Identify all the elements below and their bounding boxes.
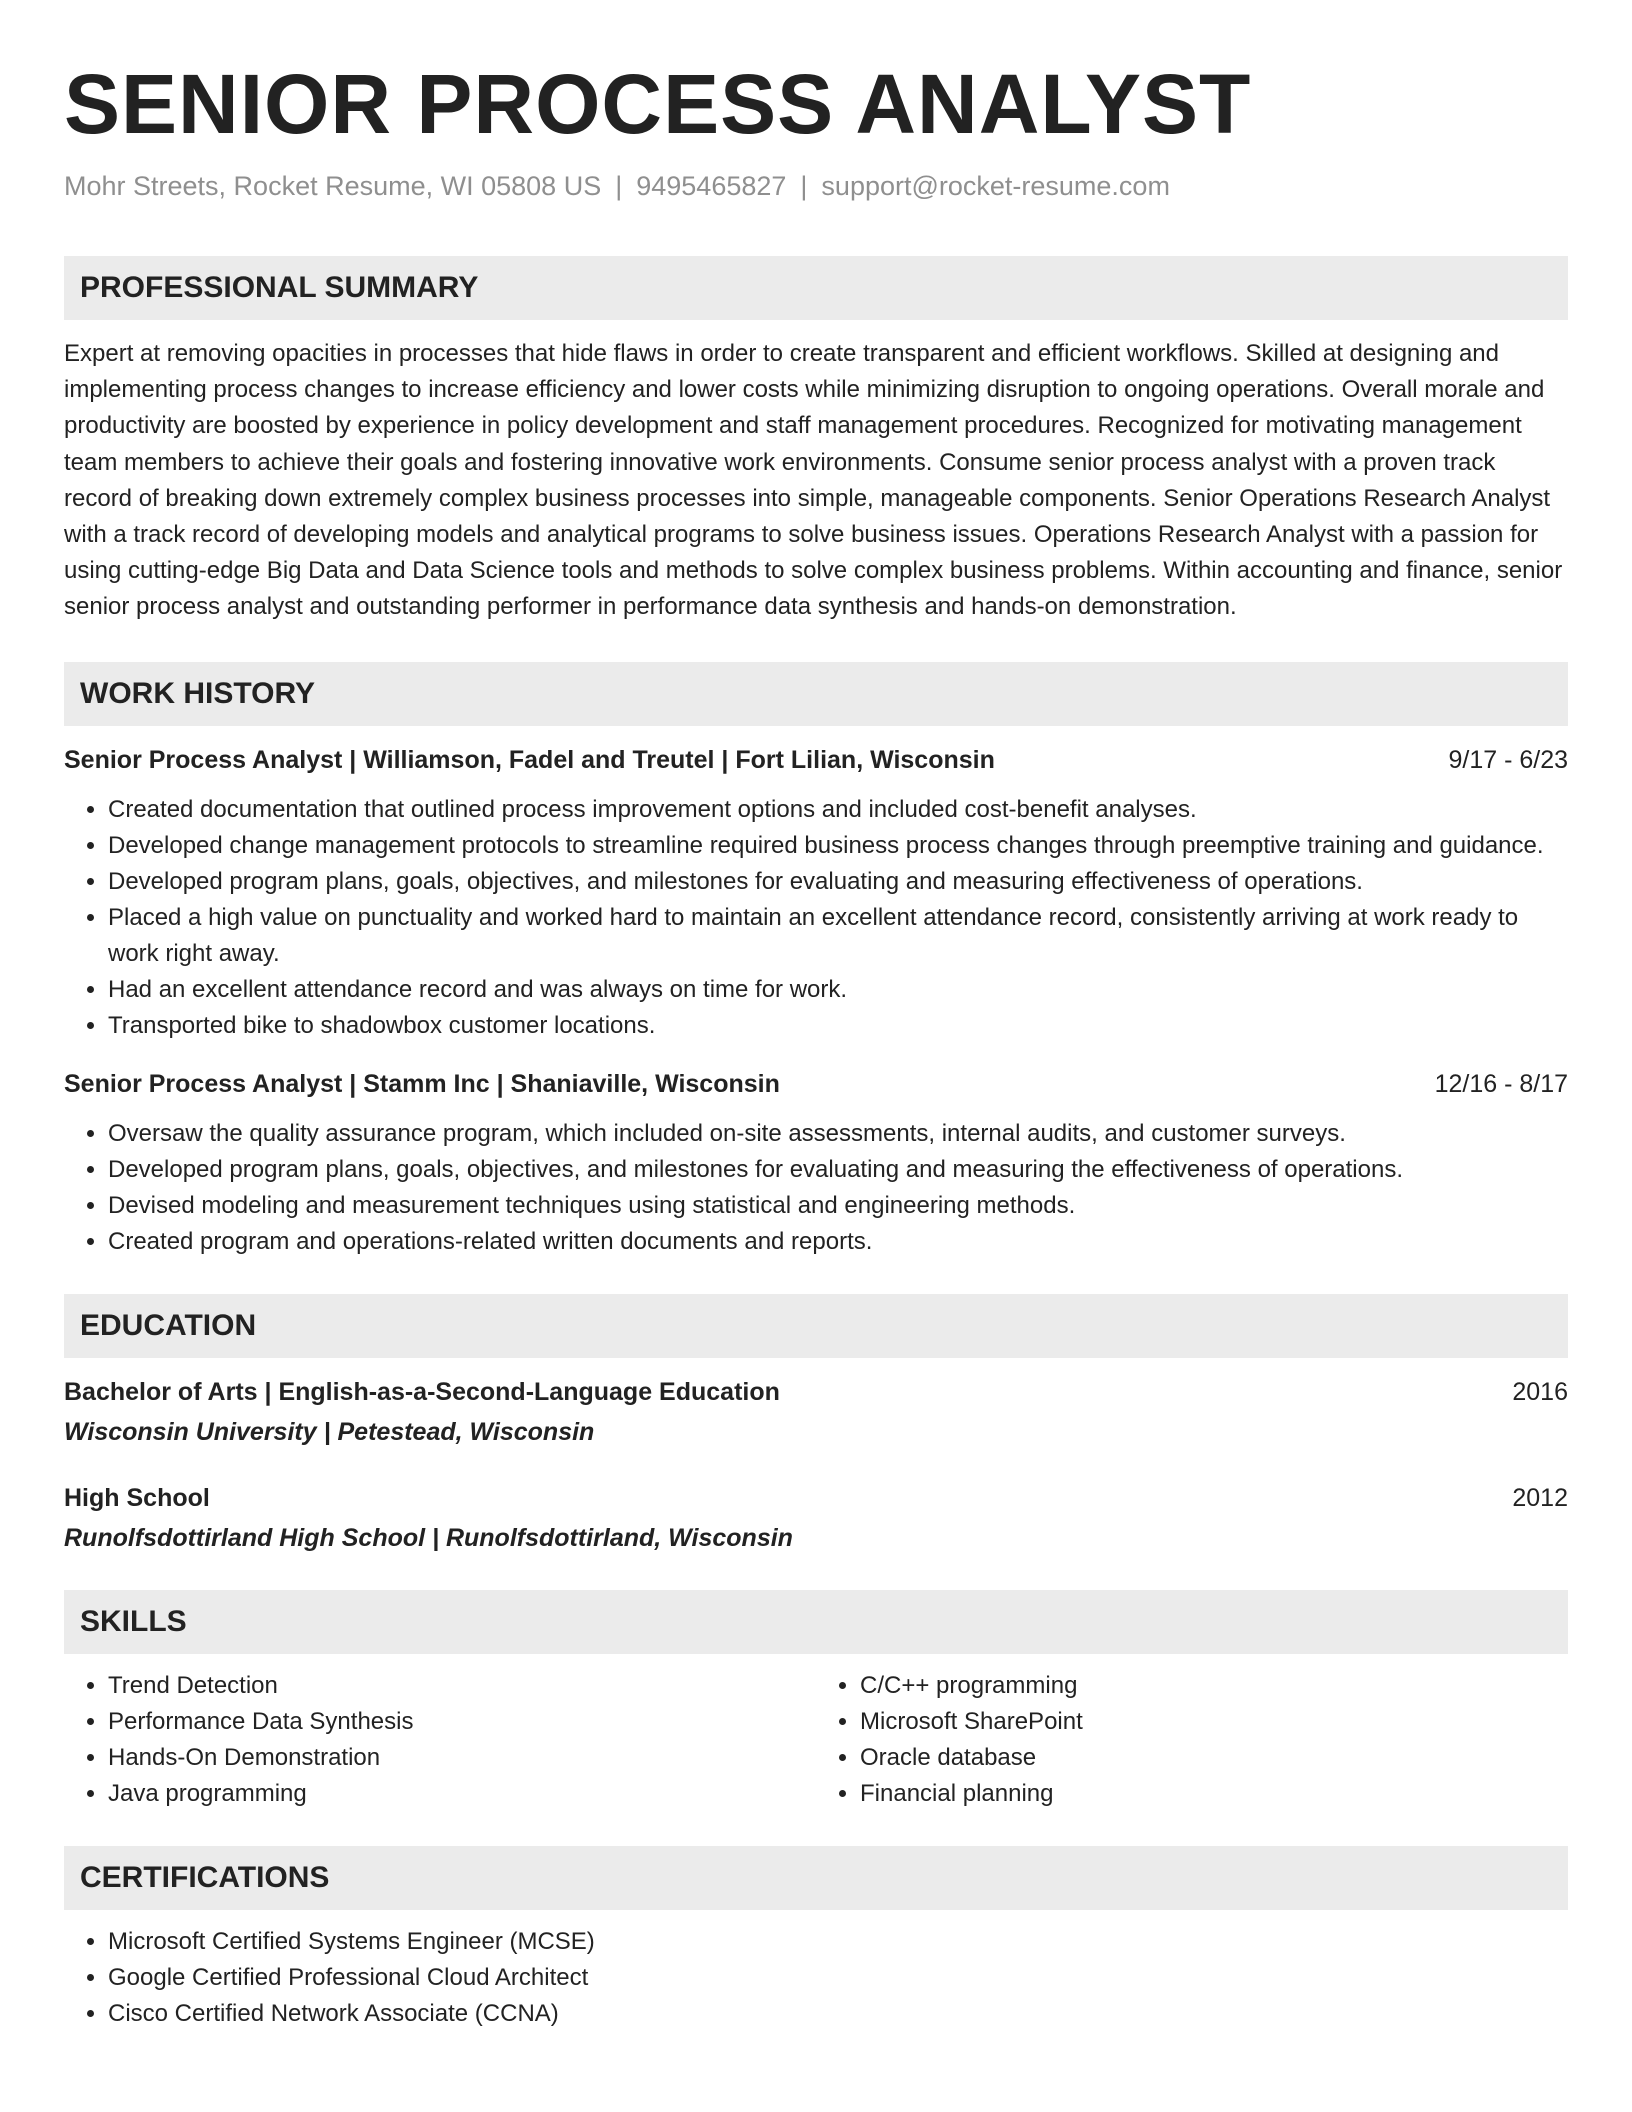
education-year: 2016 <box>1512 1377 1568 1406</box>
job-bullet: • Devised modeling and measurement techniques using statistical and engineering methods. <box>108 1188 1568 1224</box>
job-dates: 9/17 - 6/23 <box>1448 745 1568 774</box>
job-title: Senior Process Analyst | Williamson, Fadel and Treutel | Fort Lilian, Wisconsin <box>64 745 995 774</box>
education-year: 2012 <box>1512 1483 1568 1512</box>
skills-list-right <box>816 1668 1568 1812</box>
education-school: Wisconsin University | Petestead, Wisconsin <box>64 1417 595 1446</box>
job-bullet: • Had an excellent attendance record and was always on time for work. <box>108 972 1568 1008</box>
section-heading-certifications: CERTIFICATIONS <box>64 1846 1568 1910</box>
job-header <box>64 1066 1568 1102</box>
job-bullet: • Created program and operations-related written documents and reports. <box>108 1224 1568 1260</box>
skill-item: • Oracle database <box>860 1740 1568 1776</box>
candidate-title: SENIOR PROCESS ANALYST <box>64 57 1252 151</box>
certification-item: • Cisco Certified Network Associate (CCNA) <box>108 1996 1568 2032</box>
job-bullet: • Developed change management protocols to streamline required business process changes through preemptive training and guidance. <box>108 828 1568 864</box>
job-bullet: • Transported bike to shadowbox customer locations. <box>108 1008 1568 1044</box>
job-bullet: • Placed a high value on punctuality and worked hard to maintain an excellent attendance record, consistently arriving at work ready to work right away. <box>108 900 1568 972</box>
contact-phone: 9495465827 <box>636 171 787 201</box>
section-heading-education: EDUCATION <box>64 1294 1568 1358</box>
job-bullet: • Created documentation that outlined process improvement options and included cost-benefit analyses. <box>108 792 1568 828</box>
skill-item: • C/C++ programming <box>860 1668 1568 1704</box>
education-school: Runolfsdottirland High School | Runolfsdottirland, Wisconsin <box>64 1523 793 1552</box>
contact-separator: | <box>615 171 623 201</box>
skills-grid <box>64 1654 1568 1812</box>
summary-text: Expert at removing opacities in processes that hide flaws in order to create transparent and efficient workflows. Skilled at designing and implementing process changes to increase efficiency and lower costs while minimizing disruption to ongoing operations. Overall morale and productivity are boosted by experience in policy development and staff management procedures. Recognized for motivating management team members to achieve their goals and fostering innovative work environments. Consume senior process analyst with a proven track record of breaking down extremely complex business processes into simple, manageable components. Senior Operations Research Analyst with a track record of developing models and analytical programs to solve business issues. Operations Research Analyst with a passion for using cutting-edge Big Data and Data Science tools and methods to solve complex business problems. Within accounting and finance, senior senior process analyst and outstanding performer in performance data synthesis and hands-on demonstration. <box>64 340 1563 621</box>
contact-line <box>64 168 1568 204</box>
contact-address: Mohr Streets, Rocket Resume, WI 05808 US <box>64 171 602 201</box>
education-degree: High School <box>64 1483 210 1512</box>
job-bullet-list <box>64 1116 1568 1260</box>
job-dates: 12/16 - 8/17 <box>1434 1069 1568 1098</box>
contact-email: support@rocket-resume.com <box>821 171 1170 201</box>
section-heading-work-history: WORK HISTORY <box>64 662 1568 726</box>
skill-item: • Financial planning <box>860 1776 1568 1812</box>
job-bullet: • Developed program plans, goals, objectives, and milestones for evaluating and measuring effectiveness of operations. <box>108 864 1568 900</box>
education-entry <box>64 1480 1568 1556</box>
job-bullet: • Developed program plans, goals, objectives, and milestones for evaluating and measuring the effectiveness of operations. <box>108 1152 1568 1188</box>
certification-item: • Microsoft Certified Systems Engineer (MCSE) <box>108 1924 1568 1960</box>
skill-item: • Hands-On Demonstration <box>108 1740 816 1776</box>
job-bullet-list <box>64 792 1568 1044</box>
education-entry <box>64 1374 1568 1450</box>
education-header <box>64 1480 1568 1516</box>
skills-list-left <box>64 1668 816 1812</box>
section-heading-summary: PROFESSIONAL SUMMARY <box>64 256 1568 320</box>
education-degree: Bachelor of Arts | English-as-a-Second-Language Education <box>64 1377 780 1406</box>
education-header <box>64 1374 1568 1410</box>
section-heading-skills: SKILLS <box>64 1590 1568 1654</box>
skill-item: • Java programming <box>108 1776 816 1812</box>
job-bullet: • Oversaw the quality assurance program, which included on-site assessments, internal audits, and customer surveys. <box>108 1116 1568 1152</box>
job-title: Senior Process Analyst | Stamm Inc | Shaniaville, Wisconsin <box>64 1069 780 1098</box>
contact-separator: | <box>800 171 808 201</box>
skill-item: • Performance Data Synthesis <box>108 1704 816 1740</box>
certification-item: • Google Certified Professional Cloud Architect <box>108 1960 1568 1996</box>
skill-item: • Microsoft SharePoint <box>860 1704 1568 1740</box>
certifications-list <box>64 1924 1568 2032</box>
job-header <box>64 742 1568 778</box>
skill-item: • Trend Detection <box>108 1668 816 1704</box>
